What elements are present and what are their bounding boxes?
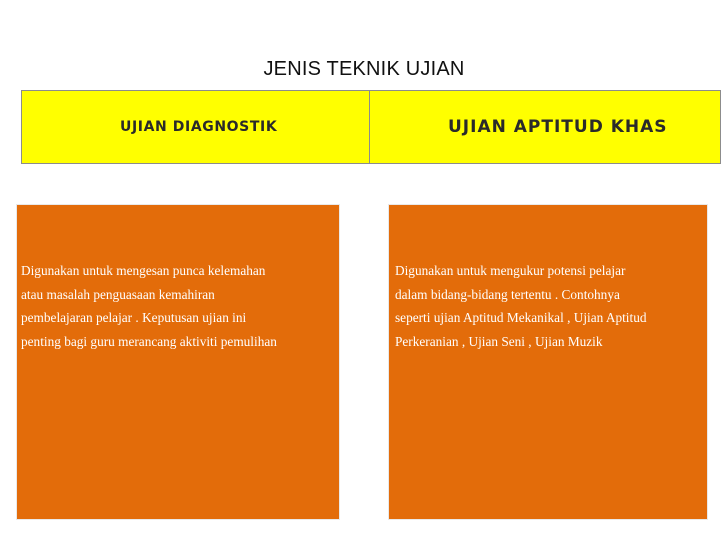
aptitud-line: dalam bidang-bidang tertentu . Contohnya <box>395 286 620 302</box>
diagnostik-line: penting bagi guru merancang aktiviti pemulihan <box>21 333 277 349</box>
diagnostik-line: pembelajaran pelajar . Keputusan ujian ini <box>21 310 247 325</box>
aptitud-description <box>395 259 701 353</box>
diagnostik-description <box>21 259 333 353</box>
header-table <box>21 90 721 164</box>
aptitud-panel <box>388 204 708 520</box>
aptitud-line: seperti ujian Aptitud Mekanikal , Ujian Aptitud <box>395 310 647 325</box>
header-ujian-aptitud-khas: UJIAN APTITUD KHAS <box>448 117 668 137</box>
diagnostik-line: atau masalah penguasaan kemahiran <box>21 286 215 302</box>
header-ujian-diagnostik: UJIAN DIAGNOSTIK <box>22 91 370 163</box>
diagnostik-line: Digunakan untuk mengesan punca kelemahan <box>21 263 266 278</box>
slide-title: JENIS TEKNIK UJIAN <box>263 58 465 80</box>
aptitud-line: Perkeranian , Ujian Seni , Ujian Muzik <box>395 333 603 349</box>
diagnostik-panel <box>16 204 340 520</box>
aptitud-line: Digunakan untuk mengukur potensi pelajar <box>395 263 626 278</box>
